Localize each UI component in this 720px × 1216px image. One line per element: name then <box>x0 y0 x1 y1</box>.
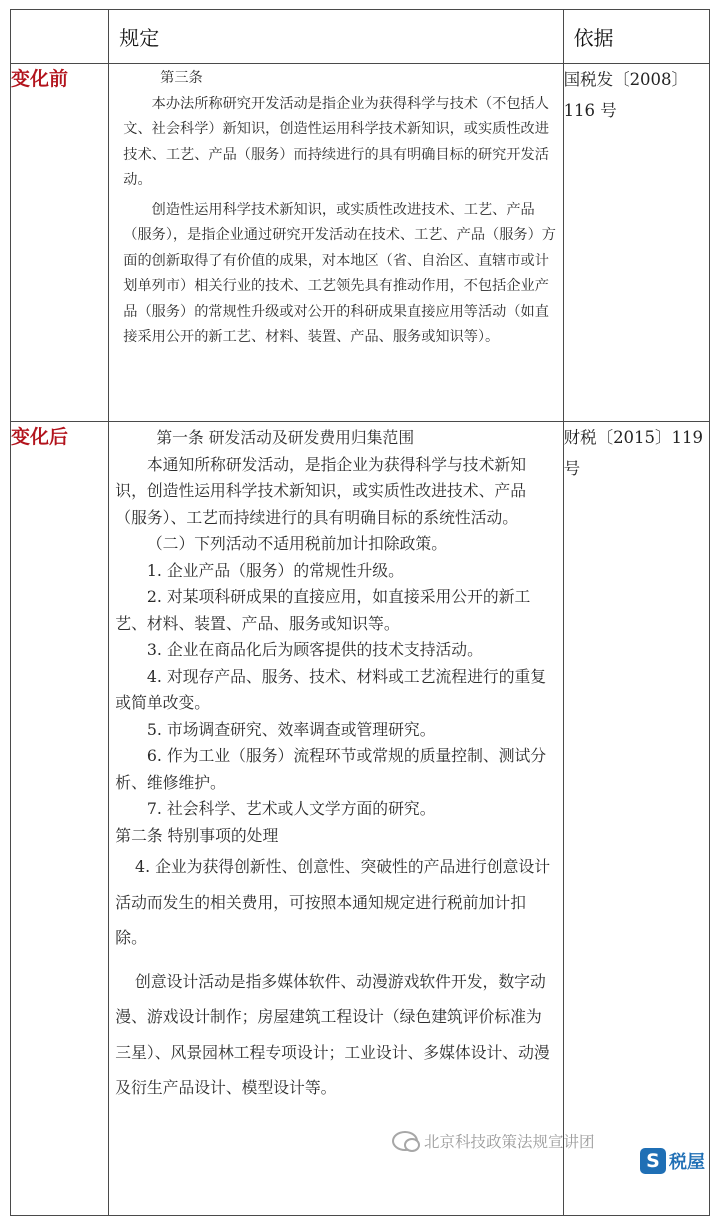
header-regulation: 规定 <box>109 10 563 64</box>
regulation-text-after <box>109 422 563 1216</box>
basis-line: 号 <box>563 459 581 478</box>
site-logo <box>640 1148 705 1174</box>
logo-text: 税屋 <box>669 1152 705 1173</box>
header-empty-cell <box>11 10 109 64</box>
basis-after <box>563 422 709 1216</box>
paragraph: 本办法所称研究开发活动是指企业为获得科学与技术（不包括人文、社会科学）新知识，创造性运用科学技术新知识，或实质性改进技术、工艺、产品（服务）而持续进行的具有明确目标的研究开发活动。 <box>123 95 549 188</box>
table-header-row <box>11 10 710 64</box>
watermark-text: 北京科技政策法规宣讲团 <box>424 1133 595 1151</box>
basis-before <box>563 64 709 422</box>
paragraph: 创意设计活动是指多媒体软件、动漫游戏软件开发，数字动漫、游戏设计制作；房屋建筑工程设计（绿色建筑评价标准为三星）、风景园林工程专项设计；工业设计、多媒体设计、动漫及衍生产品设计、模型设计等。 <box>115 971 550 1097</box>
paragraph: 4. 对现存产品、服务、技术、材料或工艺流程进行的重复或简单改变。 <box>115 666 547 712</box>
wechat-icon <box>392 1131 418 1151</box>
logo-mark: S <box>640 1148 666 1174</box>
paragraph: （二）下列活动不适用税前加计扣除政策。 <box>146 534 448 553</box>
paragraph: 第一条 研发活动及研发费用归集范围 <box>156 428 415 447</box>
paragraph: 5. 市场调查研究、效率调查或管理研究。 <box>146 719 436 739</box>
basis-line: 国税发〔2008〕 <box>563 70 689 89</box>
regulation-text-before <box>109 64 563 422</box>
row-label-before: 变化前 <box>11 64 109 422</box>
paragraph: 1. 企业产品（服务）的常规性升级。 <box>146 560 404 580</box>
paragraph: 本通知所称研发活动，是指企业为获得科学与技术新知识，创造性运用科学技术新知识，或实质性改进技术、产品（服务）、工艺而持续进行的具有明确目标的系统性活动。 <box>115 454 526 527</box>
paragraph: 2. 对某项科研成果的直接应用，如直接采用公开的新工艺、材料、装置、产品、服务或知识等。 <box>115 587 531 633</box>
paragraph: 7. 社会科学、艺术或人文学方面的研究。 <box>146 799 436 818</box>
basis-line: 116 号 <box>563 101 617 120</box>
table-row-before <box>11 64 710 422</box>
table-row-after <box>11 422 710 1216</box>
paragraph: 6. 作为工业（服务）流程环节或常规的质量控制、测试分析、维修维护。 <box>115 746 547 792</box>
paragraph: 创造性运用科学技术新知识，或实质性改进技术、工艺、产品（服务），是指企业通过研究开发活动在技术、工艺、产品（服务）方面的创新取得了有价值的成果，对本地区（省、自治区、直辖市或计划单列市）相关行业的技术、工艺领先具有推动作用，不包括企业产品（服务）的常规性升级或对公开的科研成果直接应用等活动（如直接采用公开的新工艺、材料、装置、产品、服务或知识等）。 <box>123 201 556 345</box>
special-items-section <box>115 849 556 1106</box>
watermark <box>392 1130 595 1152</box>
row-label-after: 变化后 <box>11 422 109 1216</box>
basis-line: 财税〔2015〕119 <box>563 428 704 447</box>
header-basis: 依据 <box>563 10 709 64</box>
paragraph: 4. 企业为获得创新性、创意性、突破性的产品进行创意设计活动而发生的相关费用，可按照本通知规定进行税前加计扣除。 <box>115 857 551 947</box>
paragraph: 第二条 特别事项的处理 <box>115 825 279 845</box>
paragraph: 第三条 <box>160 70 203 86</box>
paragraph: 3. 企业在商品化后为顾客提供的技术支持活动。 <box>146 640 483 659</box>
regulation-comparison-table <box>10 9 710 1216</box>
